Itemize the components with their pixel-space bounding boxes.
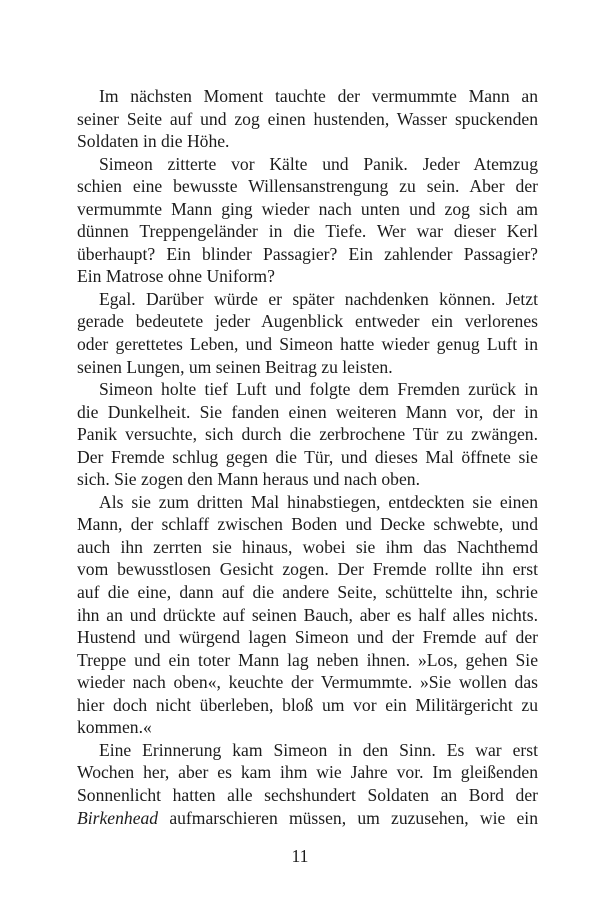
- text-line: vermummte Mann ging wieder nach unten und zog sich am: [77, 198, 538, 219]
- text-line: Simeon zitterte vor Kälte und Panik. Jeder Atemzug: [99, 153, 538, 174]
- text-line: oder gerettetes Leben, und Simeon hatte wieder genug Luft in: [77, 334, 538, 355]
- text-line: Ein Matrose ohne Uniform?: [77, 266, 275, 287]
- paragraph: [77, 288, 538, 378]
- paragraph: [77, 491, 538, 739]
- text-line: Egal. Darüber würde er später nachdenken können. Jetzt: [99, 288, 538, 309]
- text-line: Simeon holte tief Luft und folgte dem Fremden zurück in: [99, 379, 538, 400]
- paragraph: [77, 153, 538, 288]
- text-line: Sonnenlicht hatten alle sechshundert Soldaten an Bord der: [77, 784, 538, 805]
- italic-ship-name: Birkenhead: [77, 807, 159, 828]
- text-line: dünnen Treppengeländer in die Tiefe. Wer war dieser Kerl: [77, 221, 538, 242]
- text-line: Mann, der schlaff zwischen Boden und Decke schwebte, und: [77, 514, 538, 535]
- text-line: überhaupt? Ein blinder Passagier? Ein zahlender Passagier?: [77, 243, 538, 264]
- text-line: auch ihn zerrten sie hinaus, wobei sie ihm das Nachthemd: [77, 536, 538, 557]
- book-page-text: [77, 85, 538, 829]
- text-line: Als sie zum dritten Mal hinabstiegen, entdeckten sie einen: [99, 491, 538, 512]
- text-line: auf die eine, dann auf die andere Seite, schüttelte ihn, schrie: [77, 582, 538, 603]
- text-line: Hustend und würgend lagen Simeon und der Fremde auf der: [77, 627, 538, 648]
- text-line: hier doch nicht überleben, bloß um vor ein Militärgericht zu: [77, 694, 538, 715]
- text-line: seiner Seite auf und zog einen hustenden, Wasser spuckenden: [77, 108, 538, 129]
- paragraph: [77, 378, 538, 491]
- text-line: [77, 807, 538, 830]
- text-line: gerade bedeutete jeder Augenblick entweder ein verlorenes: [77, 311, 538, 332]
- text-line: ihn an und drückte auf seinen Bauch, aber es half alles nichts.: [77, 604, 538, 625]
- text-line: Soldaten in die Höhe.: [77, 131, 230, 152]
- text-line: wieder nach oben«, keuchte der Vermummte. »Sie wollen das: [77, 672, 538, 693]
- text-line: Eine Erinnerung kam Simeon in den Sinn. Es war erst: [99, 739, 538, 760]
- text-line: vom bewusstlosen Gesicht zogen. Der Fremde rollte ihn erst: [77, 559, 538, 580]
- text-line: Treppe und ein toter Mann lag neben ihnen. »Los, gehen Sie: [77, 649, 538, 670]
- text-line: Im nächsten Moment tauchte der vermummte Mann an: [99, 86, 538, 106]
- text-line: Panik versuchte, sich durch die zerbrochene Tür zu zwängen.: [77, 424, 538, 445]
- text-line: Der Fremde schlug gegen die Tür, und dieses Mal öffnete sie: [77, 446, 538, 467]
- text-line: schien eine bewusste Willensanstrengung zu sein. Aber der: [77, 176, 538, 197]
- text-line: die Dunkelheit. Sie fanden einen weiteren Mann vor, der in: [77, 401, 538, 422]
- text-line: sich. Sie zogen den Mann heraus und nach oben.: [77, 469, 420, 490]
- paragraph: [77, 85, 538, 153]
- text-line: kommen.«: [77, 717, 152, 738]
- text-segment: aufmarschieren müssen, um zuzusehen, wie ein: [158, 807, 538, 828]
- page-number: 11: [291, 846, 309, 866]
- paragraph: [77, 739, 538, 829]
- text-line: seinen Lungen, um seinen Beitrag zu leisten.: [77, 356, 393, 377]
- text-line: Wochen her, aber es kam ihm wie Jahre vor. Im gleißenden: [77, 762, 538, 783]
